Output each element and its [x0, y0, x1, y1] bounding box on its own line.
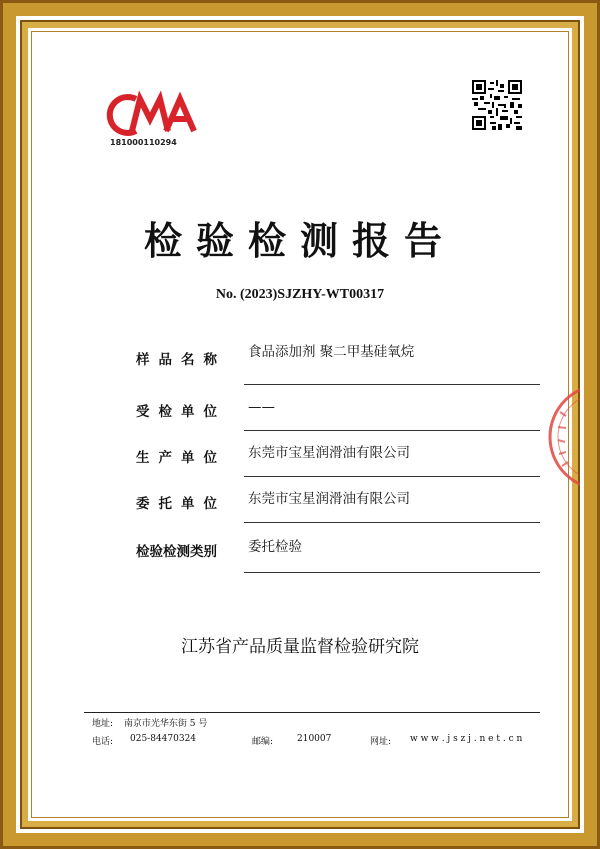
footer-address — [92, 716, 207, 729]
field-label: 样品名称 — [136, 352, 226, 368]
website-link[interactable]: w w w . j s z j . n e t . c n — [410, 734, 523, 744]
postcode-label: 邮编: — [252, 737, 274, 747]
field-inspected-unit — [136, 394, 440, 424]
field-client — [136, 486, 440, 516]
phone-label: 电话: — [92, 737, 114, 747]
institute-name: 江苏省产品质量监督检验研究院 — [181, 637, 419, 657]
report-number: No. (2023)SJZHY-WT00317 — [215, 287, 385, 302]
address-label: 地址: — [92, 719, 114, 729]
address-value: 南京市光华东街 5 号 — [123, 719, 208, 729]
report-cover — [32, 32, 568, 817]
field-manufacturer — [136, 440, 440, 470]
field-label: 生产单位 — [136, 450, 226, 466]
postcode-value: 210007 — [297, 734, 332, 744]
underline — [244, 522, 540, 523]
underline — [244, 384, 540, 385]
field-value: —— — [248, 399, 275, 415]
field-value: 委托检验 — [248, 539, 302, 555]
cma-certificate-number: 181000110294 — [110, 138, 177, 147]
field-label: 委托单位 — [136, 496, 226, 512]
phone-value: 025-84470324 — [130, 734, 197, 744]
footer-divider — [84, 712, 540, 713]
red-seal-stamp — [540, 382, 580, 492]
underline — [244, 476, 540, 477]
underline — [244, 430, 540, 431]
report-title: 检验检测报告 — [143, 218, 456, 263]
field-value: 东莞市宝星润滑油有限公司 — [248, 445, 410, 461]
field-value: 食品添加剂 聚二甲基硅氧烷 — [248, 344, 415, 360]
underline — [244, 572, 540, 573]
website-label: 网址: — [370, 737, 392, 747]
qr-code-icon — [472, 80, 522, 130]
field-sample-name — [136, 342, 440, 372]
field-value: 东莞市宝星润滑油有限公司 — [248, 491, 410, 507]
field-label: 受检单位 — [136, 404, 226, 420]
field-inspection-type — [136, 534, 440, 564]
field-label: 检验检测类别 — [136, 544, 217, 560]
